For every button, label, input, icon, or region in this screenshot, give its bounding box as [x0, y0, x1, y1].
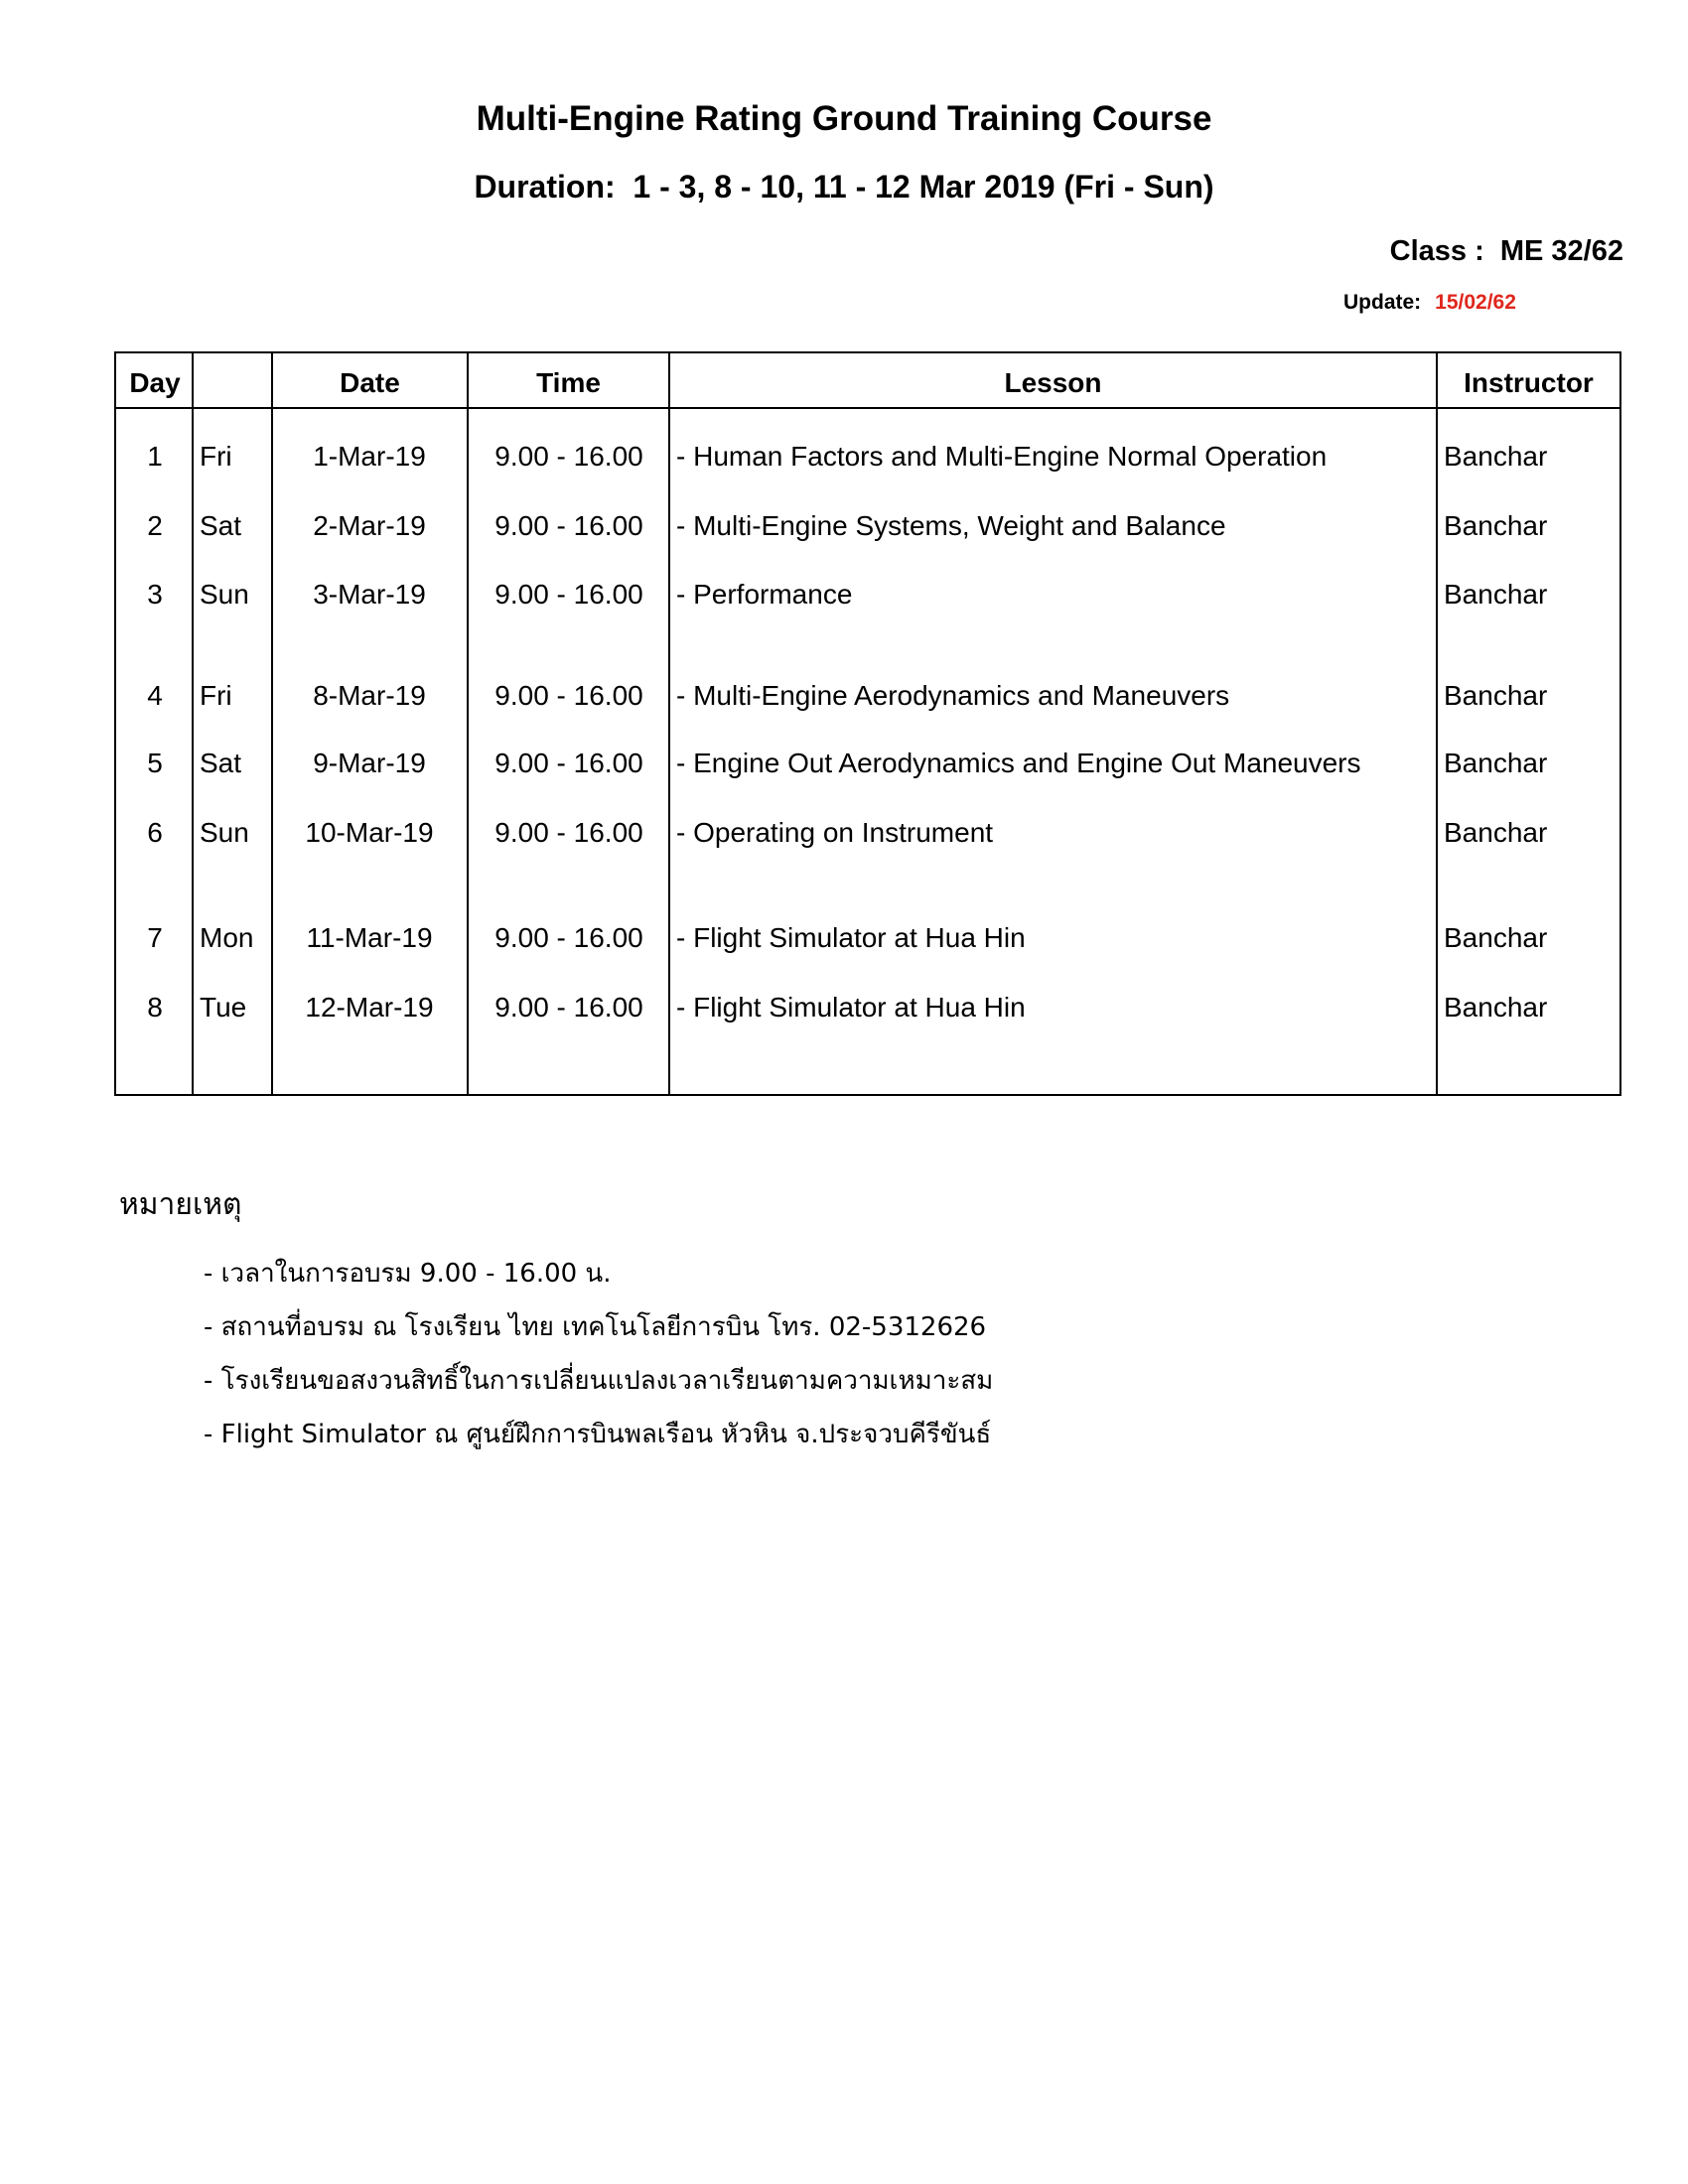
cell-weekday: Fri [200, 441, 232, 472]
table-row [116, 510, 1619, 550]
page-title: Multi-Engine Rating Ground Training Course [476, 99, 1212, 138]
cell-time: 9.00 - 16.00 [494, 579, 643, 610]
cell-lesson: - Multi-Engine Aerodynamics and Maneuvers [676, 680, 1230, 711]
cell-instructor: Banchar [1444, 510, 1548, 541]
cell-time: 9.00 - 16.00 [494, 922, 643, 953]
cell-instructor: Banchar [1444, 579, 1548, 610]
cell-time: 9.00 - 16.00 [494, 510, 643, 541]
cell-date: 8-Mar-19 [313, 680, 426, 711]
note-item: - สถานที่อบรม ณ โรงเรียน ไทย เทคโนโลยีการบิน โทร. 02-5312626 [204, 1312, 987, 1342]
schedule-table [114, 351, 1621, 1096]
cell-instructor: Banchar [1444, 748, 1548, 778]
notes-heading: หมายเหตุ [119, 1187, 242, 1222]
cell-time: 9.00 - 16.00 [494, 748, 643, 778]
header-divider [116, 407, 1619, 409]
cell-date: 3-Mar-19 [313, 579, 426, 610]
class-label: Class : ME 32/62 [1389, 235, 1623, 267]
cell-weekday: Sun [200, 579, 249, 610]
cell-weekday: Sat [200, 510, 242, 541]
update-date: 15/02/62 [1435, 291, 1516, 314]
header-date: Date [340, 367, 400, 398]
table-row [116, 817, 1619, 857]
cell-day: 6 [147, 817, 163, 848]
cell-lesson: - Engine Out Aerodynamics and Engine Out Maneuvers [676, 748, 1361, 778]
cell-day: 1 [147, 441, 163, 472]
header-instructor: Instructor [1464, 367, 1594, 398]
cell-weekday: Sun [200, 817, 249, 848]
cell-day: 3 [147, 579, 163, 610]
cell-lesson: - Flight Simulator at Hua Hin [676, 922, 1026, 953]
header-time: Time [536, 367, 601, 398]
cell-day: 7 [147, 922, 163, 953]
cell-instructor: Banchar [1444, 992, 1548, 1023]
table-row [116, 441, 1619, 480]
course-duration: Duration: 1 - 3, 8 - 10, 11 - 12 Mar 2019 (Fri - Sun) [474, 169, 1214, 205]
cell-time: 9.00 - 16.00 [494, 680, 643, 711]
header-day: Day [129, 367, 181, 398]
note-item: - โรงเรียนขอสงวนสิทธิ์ในการเปลี่ยนแปลงเวลาเรียนตามความเหมาะสม [204, 1366, 994, 1396]
cell-date: 9-Mar-19 [313, 748, 426, 778]
cell-date: 2-Mar-19 [313, 510, 426, 541]
table-row [116, 680, 1619, 720]
cell-weekday: Sat [200, 748, 242, 778]
table-row [116, 579, 1619, 618]
cell-lesson: - Human Factors and Multi-Engine Normal Operation [676, 441, 1328, 472]
cell-weekday: Mon [200, 922, 254, 953]
cell-date: 11-Mar-19 [306, 922, 433, 953]
cell-time: 9.00 - 16.00 [494, 441, 643, 472]
cell-date: 10-Mar-19 [305, 817, 434, 848]
cell-lesson: - Performance [676, 579, 853, 610]
cell-weekday: Fri [200, 680, 232, 711]
cell-day: 2 [147, 510, 163, 541]
cell-time: 9.00 - 16.00 [494, 992, 643, 1023]
cell-day: 4 [147, 680, 163, 711]
update-label: Update: [1343, 291, 1422, 314]
cell-day: 5 [147, 748, 163, 778]
cell-date: 12-Mar-19 [305, 992, 434, 1023]
cell-instructor: Banchar [1444, 680, 1548, 711]
update-info [1343, 291, 1516, 315]
table-row [116, 922, 1619, 962]
header-lesson: Lesson [1004, 367, 1102, 398]
cell-lesson: - Multi-Engine Systems, Weight and Balance [676, 510, 1226, 541]
table-row [116, 748, 1619, 787]
cell-lesson: - Operating on Instrument [676, 817, 994, 848]
cell-instructor: Banchar [1444, 922, 1548, 953]
notes-list [204, 1253, 993, 1467]
cell-instructor: Banchar [1444, 441, 1548, 472]
cell-date: 1-Mar-19 [313, 441, 426, 472]
note-item: - เวลาในการอบรม 9.00 - 16.00 น. [204, 1259, 612, 1289]
table-row [116, 992, 1619, 1031]
cell-day: 8 [147, 992, 163, 1023]
cell-weekday: Tue [200, 992, 247, 1023]
cell-time: 9.00 - 16.00 [494, 817, 643, 848]
note-item: - Flight Simulator ณ ศูนย์ฝึกการบินพลเรือน หัวหิน จ.ประจวบคีรีขันธ์ [204, 1420, 992, 1449]
cell-lesson: - Flight Simulator at Hua Hin [676, 992, 1026, 1023]
cell-instructor: Banchar [1444, 817, 1548, 848]
